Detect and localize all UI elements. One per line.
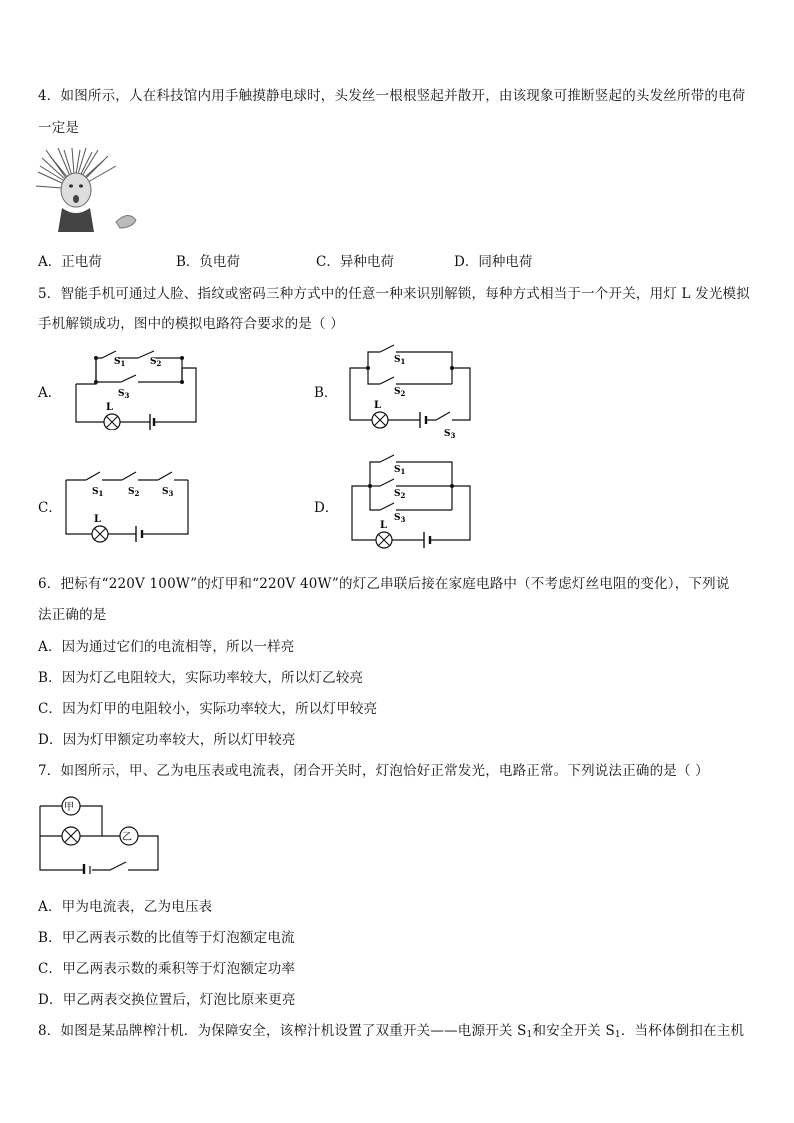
q6-option-a[interactable]: A．因为通过它们的电流相等，所以一样亮 <box>38 639 295 655</box>
q5-stem-line1: 5．智能手机可通过人脸、指纹或密码三种方式中的任意一种来识别解锁，每种方式相当于一个开关，用灯 L 发光模拟 <box>38 286 750 302</box>
q5-option-b-label[interactable]: B． <box>314 385 338 401</box>
q7-option-c[interactable]: C．甲乙两表示数的乘积等于灯泡额定功率 <box>38 961 296 977</box>
q6-option-b[interactable]: B．因为灯乙电阻较大，实际功率较大，所以灯乙较亮 <box>38 670 364 686</box>
svg-text:S2: $S_2$ <box>128 487 140 498</box>
q4-option-b[interactable]: B．负电荷 <box>176 254 240 270</box>
q7-option-b[interactable]: B．甲乙两表示数的比值等于灯泡额定电流 <box>38 930 295 946</box>
lamp-label: L <box>106 402 114 413</box>
svg-text:S3: $S_3$ <box>118 389 130 400</box>
q5-option-d-label[interactable]: D． <box>314 500 339 516</box>
svg-text:L: L <box>374 400 382 411</box>
meter-jia-label: 甲 <box>64 802 74 813</box>
q6-stem-line1: 6．把标有“220V 100W”的灯甲和“220V 40W”的灯乙串联后接在家庭电路中（不考虑灯丝电阻的变化），下列说 <box>38 576 730 592</box>
svg-text:S1: $S_1$ <box>114 357 126 368</box>
q4-options <box>38 250 758 270</box>
svg-text:S2: $S_2$ <box>394 387 406 398</box>
meter-yi-label: 乙 <box>122 832 132 843</box>
circuit-diagram-q7 <box>34 792 164 874</box>
q6-stem-line2: 法正确的是 <box>38 607 107 623</box>
svg-text:S2: $S_2$ <box>394 489 406 500</box>
svg-text:S1: $S_1$ <box>394 465 406 476</box>
q7-option-d[interactable]: D．甲乙两表交换位置后，灯泡比原来更亮 <box>38 992 296 1008</box>
circuit-diagram-b <box>340 340 480 438</box>
q5-option-a-label[interactable]: A． <box>38 385 62 401</box>
q4-option-c[interactable]: C．异种电荷 <box>316 254 394 270</box>
q7-stem-line1: 7．如图所示，甲、乙为电压表或电流表，闭合开关时，灯泡恰好正常发光，电路正常。下列说法正确的是（ ） <box>38 763 709 779</box>
svg-text:L: L <box>94 514 102 525</box>
q4-option-a[interactable]: A．正电荷 <box>38 254 102 270</box>
circuit-diagram-d <box>340 452 480 552</box>
q8-stem-line1: 8．如图是某品牌榨汁机．为保障安全，该榨汁机设置了双重开关——电源开关 $S_1$和安全开关 $S_1$．当杯体倒扣在主机 <box>38 1023 745 1040</box>
static-electricity-hair-image <box>36 148 140 232</box>
svg-text:S1: $S_1$ <box>394 355 406 366</box>
circuit-diagram-c <box>62 462 196 548</box>
svg-text:S3: $S_3$ <box>444 429 456 438</box>
q5-option-c-label[interactable]: C． <box>38 500 62 516</box>
circuit-diagram-a <box>66 338 206 430</box>
svg-text:L: L <box>380 520 388 531</box>
q4-stem-line1: 4．如图所示，人在科技馆内用手触摸静电球时，头发丝一根根竖起并散开，由该现象可推断竖起的头发丝所带的电荷 <box>38 88 746 104</box>
q4-option-d[interactable]: D．同种电荷 <box>454 254 533 270</box>
svg-text:S2: $S_2$ <box>150 357 162 368</box>
q4-stem-line2: 一定是 <box>38 120 80 136</box>
svg-text:S1: $S_1$ <box>92 487 104 498</box>
q6-option-c[interactable]: C．因为灯甲的电阻较小，实际功率较大，所以灯甲较亮 <box>38 701 378 717</box>
q6-option-d[interactable]: D．因为灯甲额定功率较大，所以灯甲较亮 <box>38 732 296 748</box>
svg-text:S3: $S_3$ <box>394 513 406 524</box>
q7-option-a[interactable]: A．甲为电流表，乙为电压表 <box>38 899 213 915</box>
svg-text:S3: $S_3$ <box>162 487 174 498</box>
q5-stem-line2: 手机解锁成功，图中的模拟电路符合要求的是（ ） <box>38 316 344 332</box>
